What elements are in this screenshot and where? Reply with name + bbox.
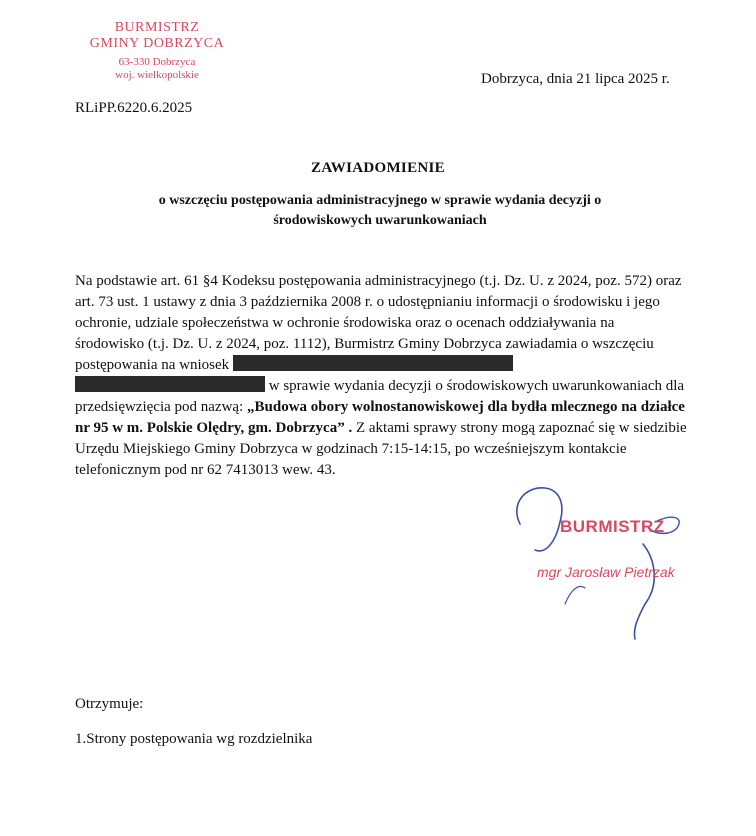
signature-block	[505, 484, 715, 644]
stamp-line-postal: 63-330 Dobrzyca	[118, 56, 196, 69]
document-title: ZAWIADOMIENIE	[311, 160, 445, 176]
recipients-item: 1.Strony postępowania wg rozdzielnika	[75, 731, 313, 747]
subtitle-line-2: środowiskowych uwarunkowaniach	[273, 213, 487, 228]
project-name: „Budowa obory wolnostanowiskowej dla bydła mlecznego na działce nr 95 w m. Polskie Olędry, gm. Dobrzyca” .	[75, 399, 685, 436]
document-subtitle	[120, 191, 640, 231]
stamp-line-voivodeship: woj. wielkopolskie	[115, 68, 199, 81]
stamp-line-municipality: GMINY DOBRZYCA	[89, 36, 225, 52]
stamp-line-office: BURMISTRZ	[114, 20, 200, 35]
subtitle-line-1: o wszczęciu postępowania administracyjnego w sprawie wydania decyzji o	[158, 193, 602, 208]
notice-body	[75, 271, 687, 481]
recipients-label: Otrzymuje:	[75, 696, 144, 712]
body-text-part-1: Na podstawie art. 61 §4 Kodeksu postępowania administracyjnego (t.j. Dz. U. z 2024, poz. 572) oraz art. 73 ust. 1 ustawy z dnia 3 października 2008 r. o udostępnianiu informacji o środowisku i jego ochronie, udziale społeczeństwa w ochronie środowiska oraz o ocenach oddziaływania na środowisko (t.j. Dz. U. z 2024, poz. 1112), Burmistrz Gminy Dobrzyca zawiadamia o wszczęciu postępowania na wniosek	[75, 273, 682, 373]
signature-stamp-name: mgr Jarosław Pietrzak	[537, 564, 675, 580]
office-stamp	[62, 20, 252, 81]
body-text-part-3: Z aktami sprawy strony mogą zapoznać się w siedzibie Urzędu Miejskiego Gminy Dobrzyca w godzinach 7:15-14:15, po wcześniejszym kontakcie telefonicznym pod nr 62 7413013 wew. 43.	[75, 420, 687, 478]
place-and-date: Dobrzyca, dnia 21 lipca 2025 r.	[481, 71, 670, 87]
redaction-block	[233, 355, 513, 371]
signature-stamp-title: BURMISTRZ	[560, 517, 665, 536]
case-reference-number: RLiPP.6220.6.2025	[75, 100, 193, 116]
redaction-block	[75, 376, 265, 392]
body-text-part-2: w sprawie wydania decyzji o środowiskowych uwarunkowaniach dla przedsięwzięcia pod nazwą:	[75, 378, 685, 415]
notice-paragraph	[75, 271, 687, 481]
